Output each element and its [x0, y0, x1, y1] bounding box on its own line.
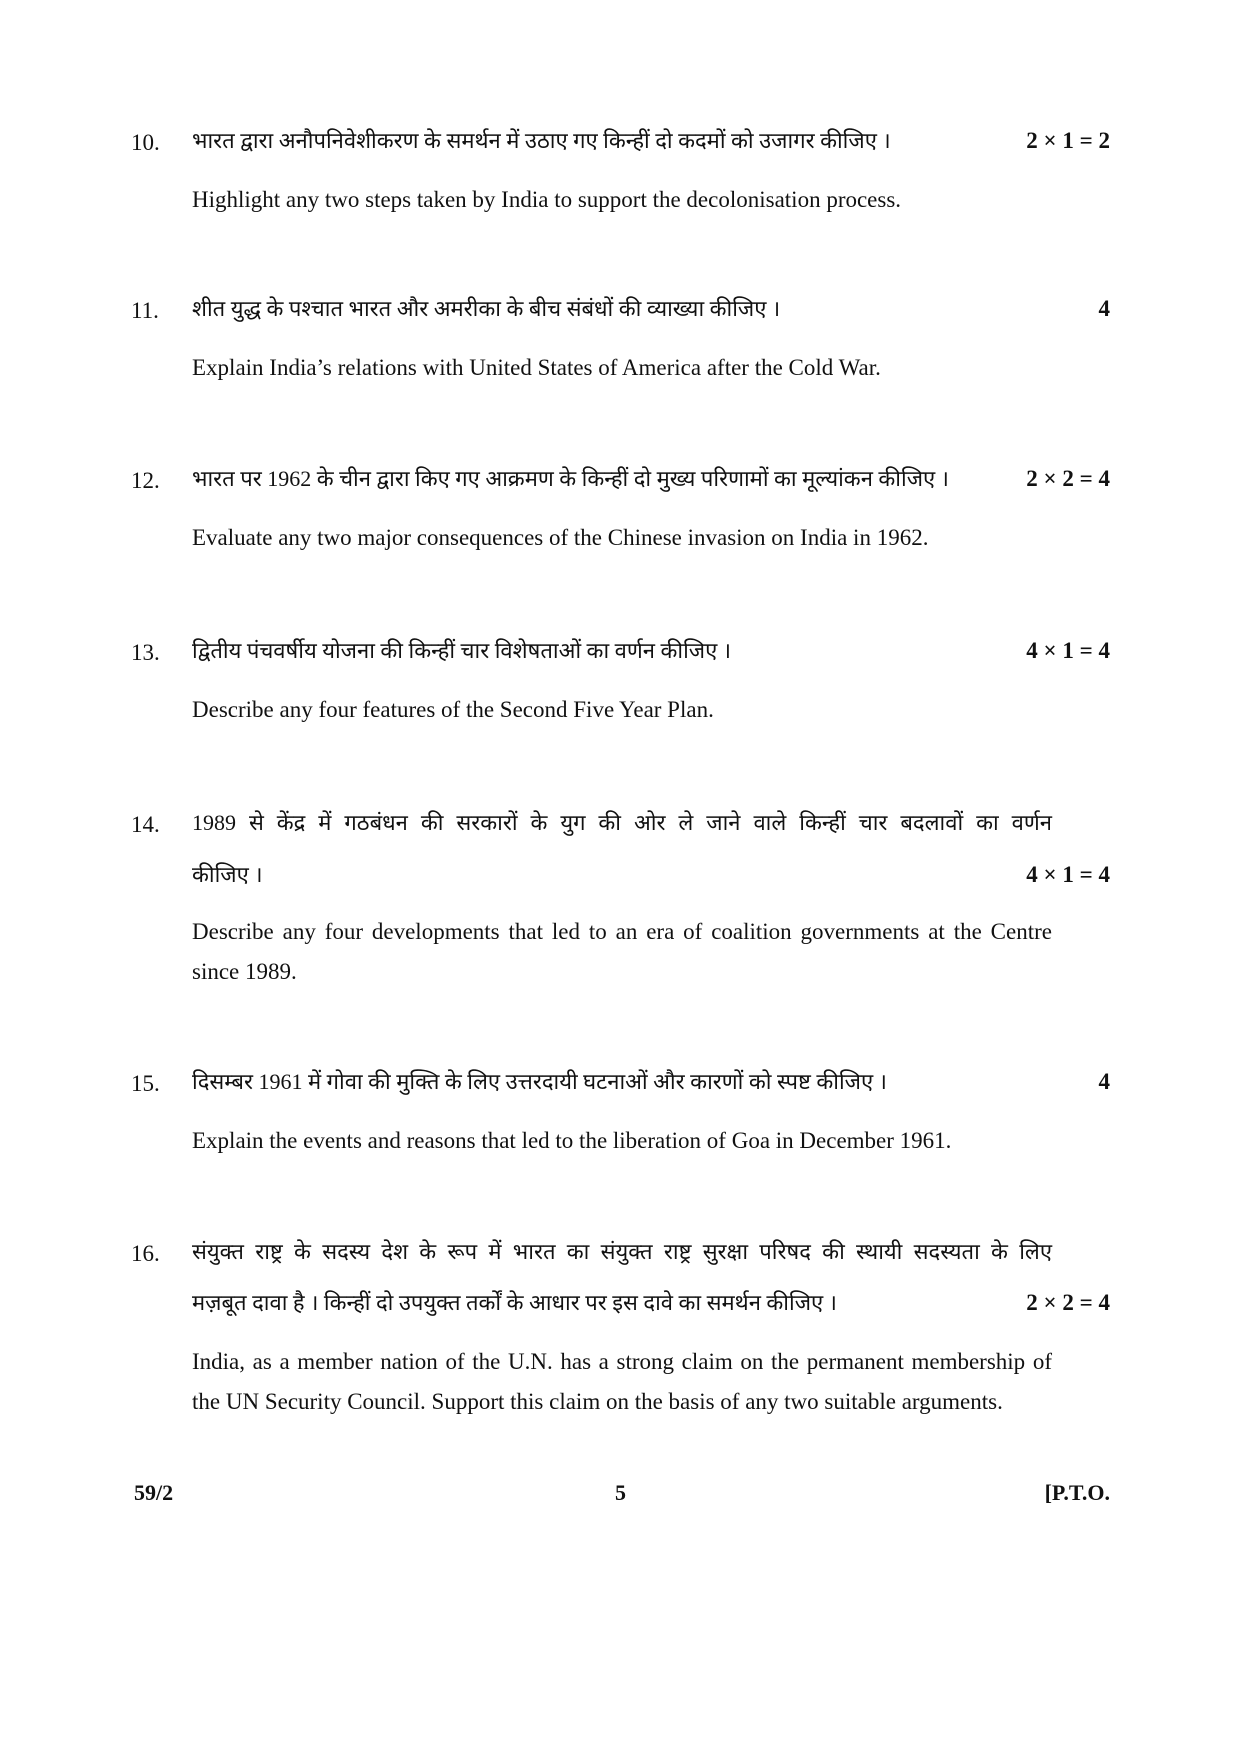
question-english: Describe any four features of the Second Five Year Plan. — [192, 697, 714, 722]
question-number: 13. — [131, 640, 160, 665]
question-number: 14. — [131, 812, 160, 837]
question-number: 12. — [131, 468, 160, 493]
question-number: 11. — [131, 298, 159, 323]
question-english: Explain India’s relations with United States of America after the Cold War. — [192, 355, 881, 380]
question-number: 16. — [131, 1241, 160, 1266]
question-hindi: शीत युद्ध के पश्चात भारत और अमरीका के बीच संबंधों की व्याख्या कीजिए । — [192, 296, 781, 321]
question-marks: 2 × 2 = 4 — [1026, 1290, 1110, 1315]
question-hindi-line-1: 1989 से केंद्र में गठबंधन की सरकारों के युग की ओर ले जाने वाले किन्हीं चार बदलावों का वर्णन — [192, 810, 1052, 835]
question-number: 15. — [131, 1071, 160, 1096]
question-hindi-line-2: कीजिए । — [192, 862, 263, 887]
question-english: Evaluate any two major consequences of the Chinese invasion on India in 1962. — [192, 525, 929, 550]
question-hindi: भारत द्वारा अनौपनिवेशीकरण के समर्थन में उठाए गए किन्हीं दो कदमों को उजागर कीजिए । — [192, 128, 891, 153]
paper-code: 59/2 — [134, 1480, 174, 1505]
question-marks: 2 × 2 = 4 — [1026, 466, 1110, 491]
question-english: Explain the events and reasons that led to the liberation of Goa in December 1961. — [192, 1128, 952, 1153]
question-hindi-line-2: मज़बूत दावा है । किन्हीं दो उपयुक्त तर्कों के आधार पर इस दावे का समर्थन कीजिए । — [192, 1290, 838, 1315]
question-marks: 2 × 1 = 2 — [1026, 128, 1110, 153]
question-english: Describe any four developments that led to an era of coalition governments at the Centre since 1989. — [192, 919, 1052, 984]
page-number: 5 — [615, 1480, 626, 1505]
question-hindi: द्वितीय पंचवर्षीय योजना की किन्हीं चार विशेषताओं का वर्णन कीजिए । — [192, 638, 732, 663]
question-english: Highlight any two steps taken by India to support the decolonisation process. — [192, 187, 902, 212]
question-marks: 4 × 1 = 4 — [1026, 862, 1110, 887]
pto-label: [P.T.O. — [1044, 1480, 1110, 1505]
question-number: 10. — [131, 130, 160, 155]
question-marks: 4 × 1 = 4 — [1026, 638, 1110, 663]
question-hindi: दिसम्बर 1961 में गोवा की मुक्ति के लिए उत्तरदायी घटनाओं और कारणों को स्पष्ट कीजिए । — [192, 1069, 887, 1094]
question-english: India, as a member nation of the U.N. has a strong claim on the permanent membership of the UN Security Council. Support this claim on the basis of any two suitable arguments. — [192, 1349, 1052, 1414]
question-marks: 4 — [1098, 296, 1110, 321]
question-marks: 4 — [1098, 1069, 1110, 1094]
question-hindi-line-1: संयुक्त राष्ट्र के सदस्य देश के रूप में भारत का संयुक्त राष्ट्र सुरक्षा परिषद की स्थायी सदस्यता के लिए — [192, 1239, 1052, 1264]
question-hindi: भारत पर 1962 के चीन द्वारा किए गए आक्रमण के किन्हीं दो मुख्य परिणामों का मूल्यांकन कीजिए । — [192, 466, 950, 491]
